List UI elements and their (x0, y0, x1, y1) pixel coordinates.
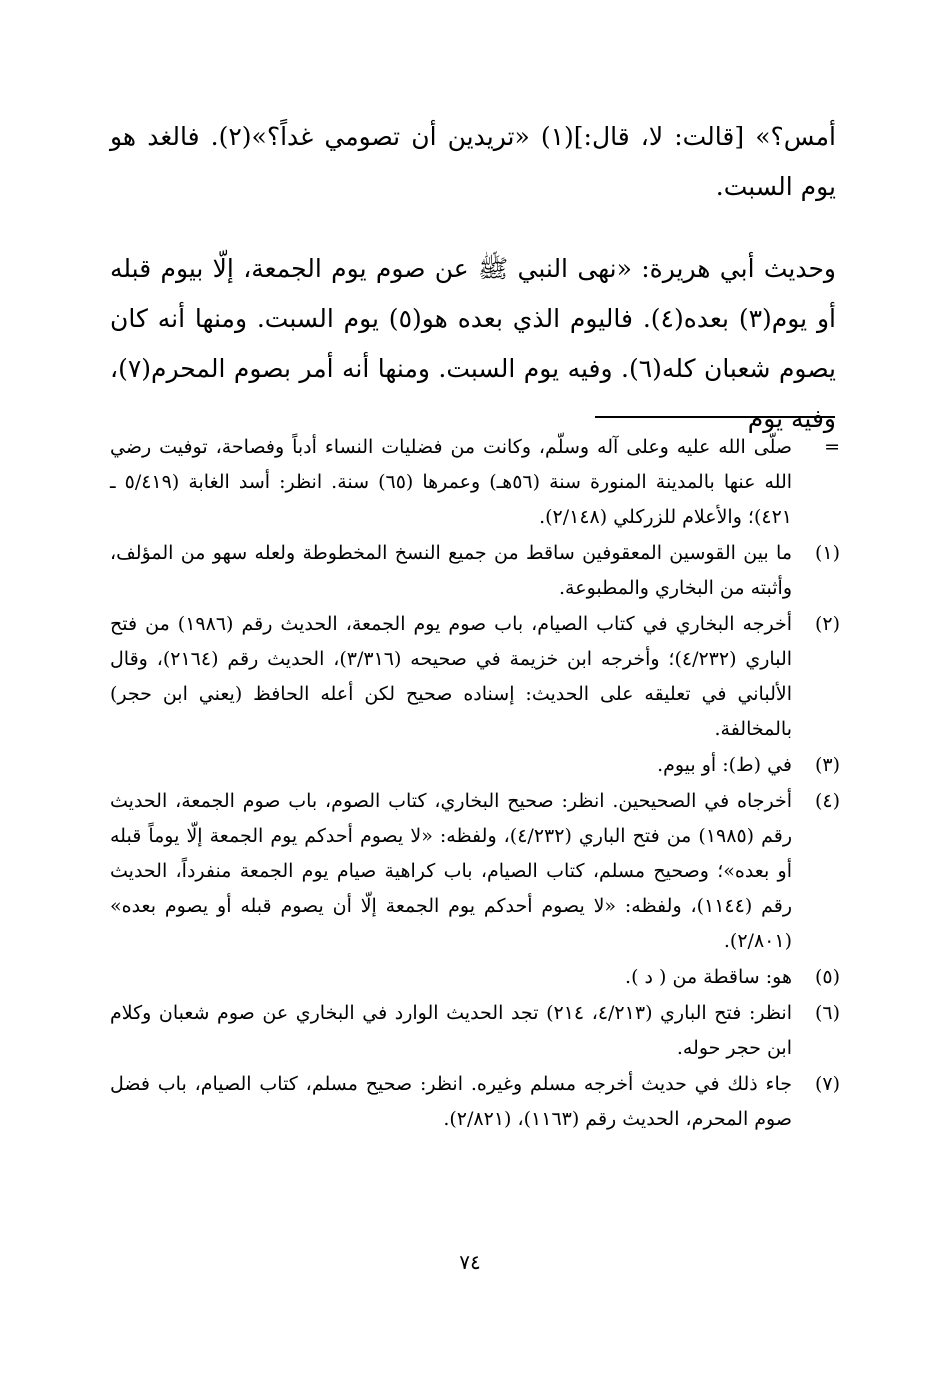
footnote-text: في (ط): أو بيوم. (657, 754, 792, 776)
footnote-number: (٧) (814, 1073, 840, 1095)
footnote-text: أخرجاه في الصحيحين. انظر: صحيح البخاري، كتاب الصوم، باب صوم الجمعة، الحديث رقم (١٩٨٥) من فتح الباري (٤/٢٣٢)، ولفظه: «لا يصوم أحدكم يوم الجمعة إلّا يوماً قبله أو بعده»؛ وصحيح مسلم، كتاب الصيام، باب كراهية صيام يوم الجمعة منفرداً، الحديث رقم (١١٤٤)، ولفظه: «لا يصوم أحدكم يوم الجمعة إلّا أن يصوم قبله أو يصوم بعده» (٢/٨٠١). (110, 790, 793, 952)
footnote-number: (٢) (814, 613, 840, 635)
footnote-text: انظر: فتح الباري (٤/٢١٣، ٢١٤) تجد الحديث الوارد في البخاري عن صوم شعبان وكلام ابن حجر حوله. (110, 1002, 792, 1059)
footnote-1 (110, 536, 840, 606)
footnote-6 (110, 996, 840, 1066)
footnote-continuation (110, 430, 840, 535)
footnote-separator (595, 416, 835, 418)
footnote-text: هو: ساقطة من ( د ). (625, 966, 792, 988)
footnote-marker: = (824, 436, 840, 458)
footnote-text: أخرجه البخاري في كتاب الصيام، باب صوم يوم الجمعة، الحديث رقم (١٩٨٦) من فتح الباري (٤/٢٣٢)؛ وأخرجه ابن خزيمة في صحيحه (٣/٣١٦)، الحديث رقم (٢١٦٤)، وقال الألباني في تعليقه على الحديث: إسناده صحيح لكن أعله الحافظ (يعني ابن حجر) بالمخالفة. (110, 613, 793, 740)
footnote-text: جاء ذلك في حديث أخرجه مسلم وغيره. انظر: صحيح مسلم، كتاب الصيام، باب فضل صوم المحرم، الحديث رقم (١١٦٣)، (٢/٨٢١). (110, 1073, 792, 1130)
footnote-text: صلّى الله عليه وعلى آله وسلّم، وكانت من فضليات النساء أدباً وفصاحة، توفيت رضي الله عنها بالمدينة المنورة سنة (٥٦هـ) وعمرها (٦٥) سنة. انظر: أسد الغابة (٥/٤١٩ ـ ٤٢١)؛ والأعلام للزركلي (٢/١٤٨). (110, 436, 793, 528)
page-number: ٧٤ (459, 1250, 481, 1274)
footnote-2 (110, 607, 840, 747)
footnote-number: (١) (814, 542, 840, 564)
main-text (110, 112, 836, 444)
footnote-text: ما بين القوسين المعقوفين ساقط من جميع النسخ المخطوطة ولعله سهو من المؤلف، وأثبته من البخاري والمطبوعة. (110, 542, 792, 599)
main-paragraph-1: أمس؟» [قالت: لا، قال:](١) «تريدين أن تصومي غداً؟»(٢). فالغد هو يوم السبت. (110, 122, 836, 201)
footnote-number: (٤) (814, 790, 840, 812)
main-paragraph-2: وحديث أبي هريرة: «نهى النبي ﷺ عن صوم يوم الجمعة، إلّا بيوم قبله أو يوم(٣) بعده(٤). فاليوم الذي بعده هو(٥) يوم السبت. ومنها أنه كان يصوم شعبان كله(٦). وفيه يوم السبت. ومنها أنه أمر بصوم المحرم(٧)، وفيه يوم (110, 254, 836, 433)
footnote-4 (110, 784, 840, 959)
footnote-7 (110, 1067, 840, 1137)
footnote-number: (٦) (814, 1002, 840, 1024)
footnote-number: (٥) (814, 966, 840, 988)
footnote-5 (110, 960, 840, 995)
footnote-number: (٣) (814, 754, 840, 776)
footnotes (110, 430, 840, 1137)
footnote-3 (110, 748, 840, 783)
